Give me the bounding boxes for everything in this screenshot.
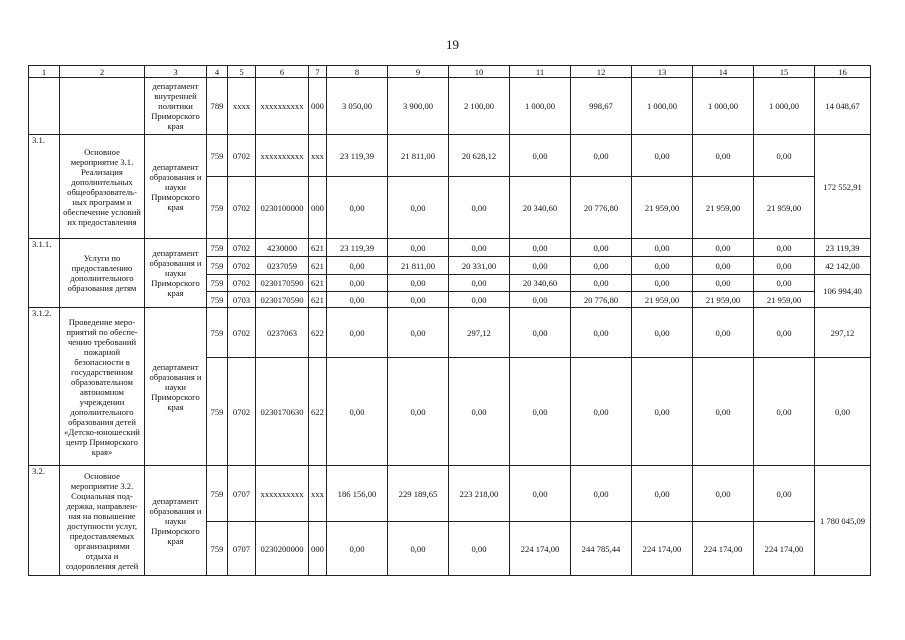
amount-cell: 0,00 xyxy=(449,177,510,239)
amount-cell: 0,00 xyxy=(388,292,449,308)
amount-cell: 21 959,00 xyxy=(754,292,815,308)
amount-cell: 224 174,00 xyxy=(510,522,571,576)
expense-type-cell: 621 xyxy=(309,257,327,275)
amount-cell: 21 959,00 xyxy=(632,292,693,308)
col-header: 11 xyxy=(510,66,571,78)
expense-type-cell: 000 xyxy=(309,177,327,239)
section-code-cell: 0702 xyxy=(228,239,256,257)
amount-cell: 0,00 xyxy=(693,257,754,275)
target-code-cell: 0230170590 xyxy=(256,292,309,308)
col-header: 13 xyxy=(632,66,693,78)
amount-cell: 0,00 xyxy=(571,257,632,275)
activity-name-cell: Услуги по предоставлению дополнительного образования детям xyxy=(60,239,145,308)
table-row xyxy=(29,135,871,177)
col-header: 10 xyxy=(449,66,510,78)
amount-cell: 0,00 xyxy=(571,358,632,466)
amount-cell: 0,00 xyxy=(449,358,510,466)
amount-cell: 0,00 xyxy=(693,466,754,522)
amount-cell: 0,00 xyxy=(693,358,754,466)
amount-cell: 1 000,00 xyxy=(632,78,693,135)
amount-cell: 224 174,00 xyxy=(754,522,815,576)
amount-cell: 23 119,39 xyxy=(327,135,388,177)
amount-cell: 20 776,80 xyxy=(571,177,632,239)
target-code-cell: 0230170630 xyxy=(256,358,309,466)
col-header: 8 xyxy=(327,66,388,78)
amount-cell: 0,00 xyxy=(510,358,571,466)
amount-cell: 0,00 xyxy=(327,308,388,358)
section-code-cell: xxxx xyxy=(228,78,256,135)
section-code-cell: 0707 xyxy=(228,466,256,522)
target-code-cell: 0230200000 xyxy=(256,522,309,576)
col-header: 9 xyxy=(388,66,449,78)
expense-type-cell: 622 xyxy=(309,308,327,358)
activity-name-cell: Основное мероприятие 3.2. Социальная под-держка, направлен-ная на повышение доступности услуг, предоставляемых организациями отдыха и оздоровления детей xyxy=(60,466,145,576)
total-cell: 106 994,40 xyxy=(815,275,871,308)
total-cell: 14 048,67 xyxy=(815,78,871,135)
amount-cell: 0,00 xyxy=(754,239,815,257)
ministry-code-cell: 759 xyxy=(207,466,228,522)
section-code-cell: 0703 xyxy=(228,292,256,308)
activity-name-cell: Основное мероприятие 3.1. Реализация дополнительных общеобразователь-ных программ и обеспечение условий их предоставления xyxy=(60,135,145,239)
amount-cell: 0,00 xyxy=(510,308,571,358)
ministry-code-cell: 759 xyxy=(207,292,228,308)
amount-cell: 0,00 xyxy=(388,358,449,466)
amount-cell: 1 000,00 xyxy=(693,78,754,135)
section-code-cell: 0702 xyxy=(228,308,256,358)
amount-cell: 0,00 xyxy=(449,292,510,308)
amount-cell: 0,00 xyxy=(449,239,510,257)
col-header: 1 xyxy=(29,66,60,78)
col-header: 14 xyxy=(693,66,754,78)
amount-cell: 20 628,12 xyxy=(449,135,510,177)
amount-cell: 0,00 xyxy=(693,239,754,257)
page-number: 19 xyxy=(446,37,459,52)
target-code-cell: 4230000 xyxy=(256,239,309,257)
amount-cell: 223 218,00 xyxy=(449,466,510,522)
ministry-code-cell: 759 xyxy=(207,177,228,239)
target-code-cell: xxxxxxxxxx xyxy=(256,78,309,135)
amount-cell: 0,00 xyxy=(388,275,449,292)
amount-cell: 20 776,80 xyxy=(571,292,632,308)
total-cell: 42 142,00 xyxy=(815,257,871,275)
ministry-code-cell: 789 xyxy=(207,78,228,135)
section-code-cell: 0702 xyxy=(228,275,256,292)
amount-cell: 0,00 xyxy=(632,135,693,177)
amount-cell: 0,00 xyxy=(693,308,754,358)
amount-cell: 186 156,00 xyxy=(327,466,388,522)
target-code-cell: 0237063 xyxy=(256,308,309,358)
section-code-cell: 0702 xyxy=(228,135,256,177)
section-code-cell: 0707 xyxy=(228,522,256,576)
table-row xyxy=(29,78,871,135)
total-cell: 0,00 xyxy=(815,358,871,466)
amount-cell: 0,00 xyxy=(754,466,815,522)
number-cell: 3.2. xyxy=(29,466,60,576)
amount-cell: 0,00 xyxy=(571,239,632,257)
expense-type-cell: 621 xyxy=(309,275,327,292)
col-header: 2 xyxy=(60,66,145,78)
table-row xyxy=(29,239,871,257)
amount-cell: 0,00 xyxy=(510,466,571,522)
amount-cell: 20 340,60 xyxy=(510,275,571,292)
amount-cell: 998,67 xyxy=(571,78,632,135)
ministry-code-cell: 759 xyxy=(207,358,228,466)
amount-cell: 224 174,00 xyxy=(693,522,754,576)
activity-name-cell: Проведение меро-приятий по обеспе-чению требований пожарной безопасности в государственном образовательном автономном учреждении дополнительного образования детей «Детско-юношеский центр Приморского края» xyxy=(60,308,145,466)
ministry-code-cell: 759 xyxy=(207,522,228,576)
expense-type-cell: 622 xyxy=(309,358,327,466)
amount-cell: 21 959,00 xyxy=(632,177,693,239)
number-cell: 3.1. xyxy=(29,135,60,239)
col-header: 3 xyxy=(145,66,207,78)
amount-cell: 0,00 xyxy=(693,275,754,292)
amount-cell: 20 340,60 xyxy=(510,177,571,239)
amount-cell: 0,00 xyxy=(388,308,449,358)
amount-cell: 21 959,00 xyxy=(693,292,754,308)
amount-cell: 229 189,65 xyxy=(388,466,449,522)
amount-cell: 0,00 xyxy=(571,135,632,177)
target-code-cell: 0237059 xyxy=(256,257,309,275)
table-row xyxy=(29,466,871,522)
executor-cell: департамент образования и науки Приморского края xyxy=(145,308,207,466)
amount-cell: 0,00 xyxy=(632,239,693,257)
amount-cell: 0,00 xyxy=(510,135,571,177)
amount-cell: 1 000,00 xyxy=(510,78,571,135)
section-code-cell: 0702 xyxy=(228,358,256,466)
col-header: 5 xyxy=(228,66,256,78)
target-code-cell: xxxxxxxxxx xyxy=(256,466,309,522)
executor-cell: департамент образования и науки Приморского края xyxy=(145,466,207,576)
section-code-cell: 0702 xyxy=(228,177,256,239)
amount-cell: 20 331,00 xyxy=(449,257,510,275)
amount-cell: 0,00 xyxy=(327,522,388,576)
amount-cell: 0,00 xyxy=(693,135,754,177)
amount-cell: 0,00 xyxy=(388,522,449,576)
ministry-code-cell: 759 xyxy=(207,308,228,358)
expense-type-cell: 000 xyxy=(309,522,327,576)
amount-cell: 0,00 xyxy=(754,308,815,358)
amount-cell: 0,00 xyxy=(571,275,632,292)
activity-name-cell xyxy=(60,78,145,135)
ministry-code-cell: 759 xyxy=(207,239,228,257)
number-cell: 3.1.2. xyxy=(29,308,60,466)
amount-cell: 0,00 xyxy=(327,275,388,292)
amount-cell: 3 900,00 xyxy=(388,78,449,135)
amount-cell: 0,00 xyxy=(632,275,693,292)
col-header: 6 xyxy=(256,66,309,78)
amount-cell: 0,00 xyxy=(449,522,510,576)
ministry-code-cell: 759 xyxy=(207,135,228,177)
target-code-cell: 0230170590 xyxy=(256,275,309,292)
header-row xyxy=(29,66,871,78)
amount-cell: 0,00 xyxy=(754,257,815,275)
ministry-code-cell: 759 xyxy=(207,257,228,275)
expense-type-cell: xxx xyxy=(309,135,327,177)
number-cell: 3.1.1. xyxy=(29,239,60,308)
amount-cell: 0,00 xyxy=(571,308,632,358)
amount-cell: 244 785,44 xyxy=(571,522,632,576)
total-cell: 172 552,91 xyxy=(815,135,871,239)
amount-cell: 0,00 xyxy=(571,466,632,522)
amount-cell: 21 811,00 xyxy=(388,257,449,275)
col-header: 4 xyxy=(207,66,228,78)
amount-cell: 0,00 xyxy=(632,308,693,358)
executor-cell: департамент образования и науки Приморского края xyxy=(145,239,207,308)
executor-cell: департамент образования и науки Приморского края xyxy=(145,135,207,239)
amount-cell: 0,00 xyxy=(510,257,571,275)
col-header: 16 xyxy=(815,66,871,78)
budget-table xyxy=(28,65,871,576)
expense-type-cell: xxx xyxy=(309,466,327,522)
amount-cell: 2 100,00 xyxy=(449,78,510,135)
amount-cell: 0,00 xyxy=(754,358,815,466)
col-header: 12 xyxy=(571,66,632,78)
amount-cell: 0,00 xyxy=(388,177,449,239)
total-cell: 23 119,39 xyxy=(815,239,871,257)
executor-cell: департамент внутренней политики Приморского края xyxy=(145,78,207,135)
ministry-code-cell: 759 xyxy=(207,275,228,292)
amount-cell: 0,00 xyxy=(632,257,693,275)
table-row xyxy=(29,308,871,358)
amount-cell: 21 811,00 xyxy=(388,135,449,177)
amount-cell: 224 174,00 xyxy=(632,522,693,576)
expense-type-cell: 000 xyxy=(309,78,327,135)
amount-cell: 3 050,00 xyxy=(327,78,388,135)
section-code-cell: 0702 xyxy=(228,257,256,275)
amount-cell: 0,00 xyxy=(510,292,571,308)
number-cell xyxy=(29,78,60,135)
amount-cell: 0,00 xyxy=(510,239,571,257)
total-cell: 297,12 xyxy=(815,308,871,358)
amount-cell: 0,00 xyxy=(327,358,388,466)
amount-cell: 0,00 xyxy=(327,292,388,308)
expense-type-cell: 621 xyxy=(309,239,327,257)
amount-cell: 0,00 xyxy=(754,135,815,177)
amount-cell: 21 959,00 xyxy=(693,177,754,239)
amount-cell: 0,00 xyxy=(449,275,510,292)
amount-cell: 0,00 xyxy=(327,177,388,239)
target-code-cell: 0230100000 xyxy=(256,177,309,239)
amount-cell: 0,00 xyxy=(388,239,449,257)
amount-cell: 1 000,00 xyxy=(754,78,815,135)
target-code-cell: xxxxxxxxxx xyxy=(256,135,309,177)
amount-cell: 297,12 xyxy=(449,308,510,358)
amount-cell: 0,00 xyxy=(754,275,815,292)
amount-cell: 0,00 xyxy=(327,257,388,275)
amount-cell: 23 119,39 xyxy=(327,239,388,257)
total-cell: 1 780 045,09 xyxy=(815,466,871,576)
amount-cell: 21 959,00 xyxy=(754,177,815,239)
col-header: 15 xyxy=(754,66,815,78)
col-header: 7 xyxy=(309,66,327,78)
amount-cell: 0,00 xyxy=(632,466,693,522)
expense-type-cell: 621 xyxy=(309,292,327,308)
amount-cell: 0,00 xyxy=(632,358,693,466)
